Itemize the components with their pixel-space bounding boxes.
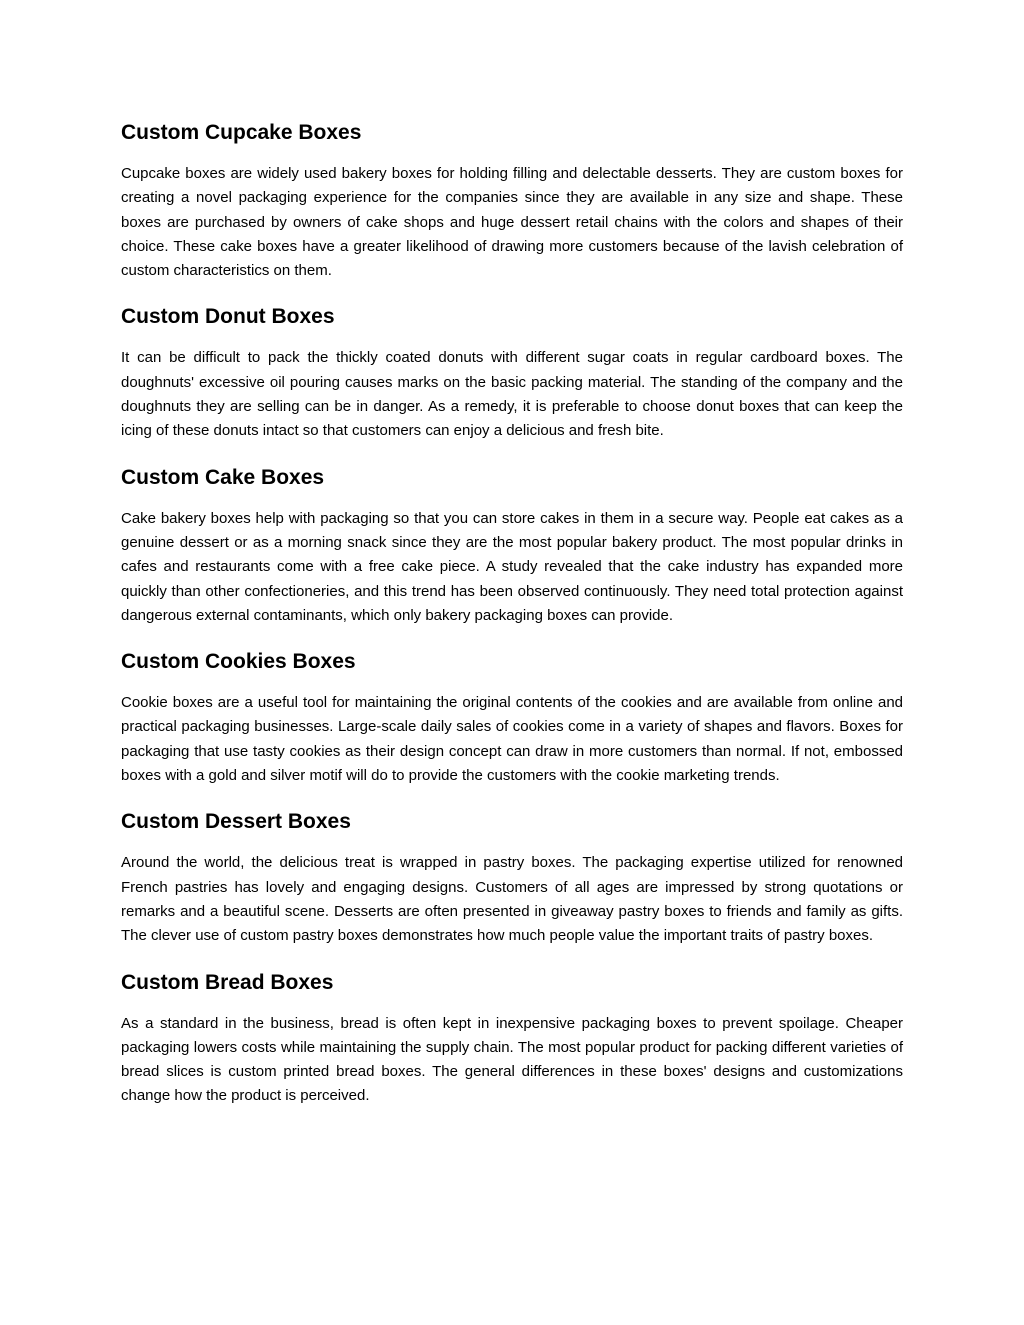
- section-cupcake-boxes: [121, 118, 903, 283]
- section-bread-boxes: [121, 968, 903, 1109]
- section-heading: Custom Cookies Boxes: [121, 650, 356, 674]
- section-donut-boxes: [121, 302, 903, 443]
- section-heading: Custom Cupcake Boxes: [121, 121, 362, 144]
- section-paragraph: Cupcake boxes are widely used bakery boxes for holding filling and delectable desserts. They are custom boxes for creating a novel packaging experience for the companies since they are available in any size and shape. These boxes are purchased by owners of cake shops and huge dessert retail chains with the colors and shapes of their choice. These cake boxes have a greater likelihood of drawing more customers because of the lavish celebration of custom characteristics on them.: [121, 165, 903, 280]
- section-cake-boxes: [121, 463, 903, 628]
- section-paragraph: Around the world, the delicious treat is wrapped in pastry boxes. The packaging expertise utilized for renowned French pastries has lovely and engaging designs. Customers of all ages are impressed by strong quotations or remarks and a beautiful scene. Desserts are often presented in giveaway pastry boxes to friends and family as gifts. The clever use of custom pastry boxes demonstrates how much people value the important traits of pastry boxes.: [121, 854, 903, 945]
- section-heading: Custom Donut Boxes: [121, 305, 335, 329]
- section-heading: Custom Cake Boxes: [121, 465, 325, 489]
- section-paragraph: Cookie boxes are a useful tool for maintaining the original contents of the cookies and are available from online and practical packaging businesses. Large-scale daily sales of cookies come in a variety of shapes and flavors. Boxes for packaging that use tasty cookies as their design concept can draw in more customers than normal. If not, embossed boxes with a gold and silver motif will do to provide the customers with the cookie marketing trends.: [121, 694, 903, 785]
- section-heading: Custom Dessert Boxes: [121, 810, 351, 834]
- section-cookies-boxes: [121, 647, 903, 788]
- section-paragraph: Cake bakery boxes help with packaging so that you can store cakes in them in a secure way. People eat cakes as a genuine dessert or as a morning snack since they are the most popular bakery product. The most popular drinks in cafes and restaurants come with a free cake piece. A study revealed that the cake industry has expanded more quickly than other confectioneries, and this trend has been observed continuously. They need total protection against dangerous external contaminants, which only bakery packaging boxes can provide.: [121, 509, 903, 624]
- section-paragraph: It can be difficult to pack the thickly coated donuts with different sugar coats in regular cardboard boxes. The doughnuts' excessive oil pouring causes marks on the basic packing material. The standing of the company and the doughnuts they are selling can be in danger. As a remedy, it is preferable to choose donut boxes that can keep the icing of these donuts intact so that customers can enjoy a delicious and fresh bite.: [121, 349, 903, 440]
- section-heading: Custom Bread Boxes: [121, 970, 334, 994]
- section-paragraph: As a standard in the business, bread is often kept in inexpensive packaging boxes to prevent spoilage. Cheaper packaging lowers costs while maintaining the supply chain. The most popular product for packing different varieties of bread slices is custom printed bread boxes. The general differences in these boxes' designs and customizations change how the product is perceived.: [121, 1014, 903, 1105]
- document-page: [121, 118, 903, 1128]
- section-dessert-boxes: [121, 807, 903, 948]
